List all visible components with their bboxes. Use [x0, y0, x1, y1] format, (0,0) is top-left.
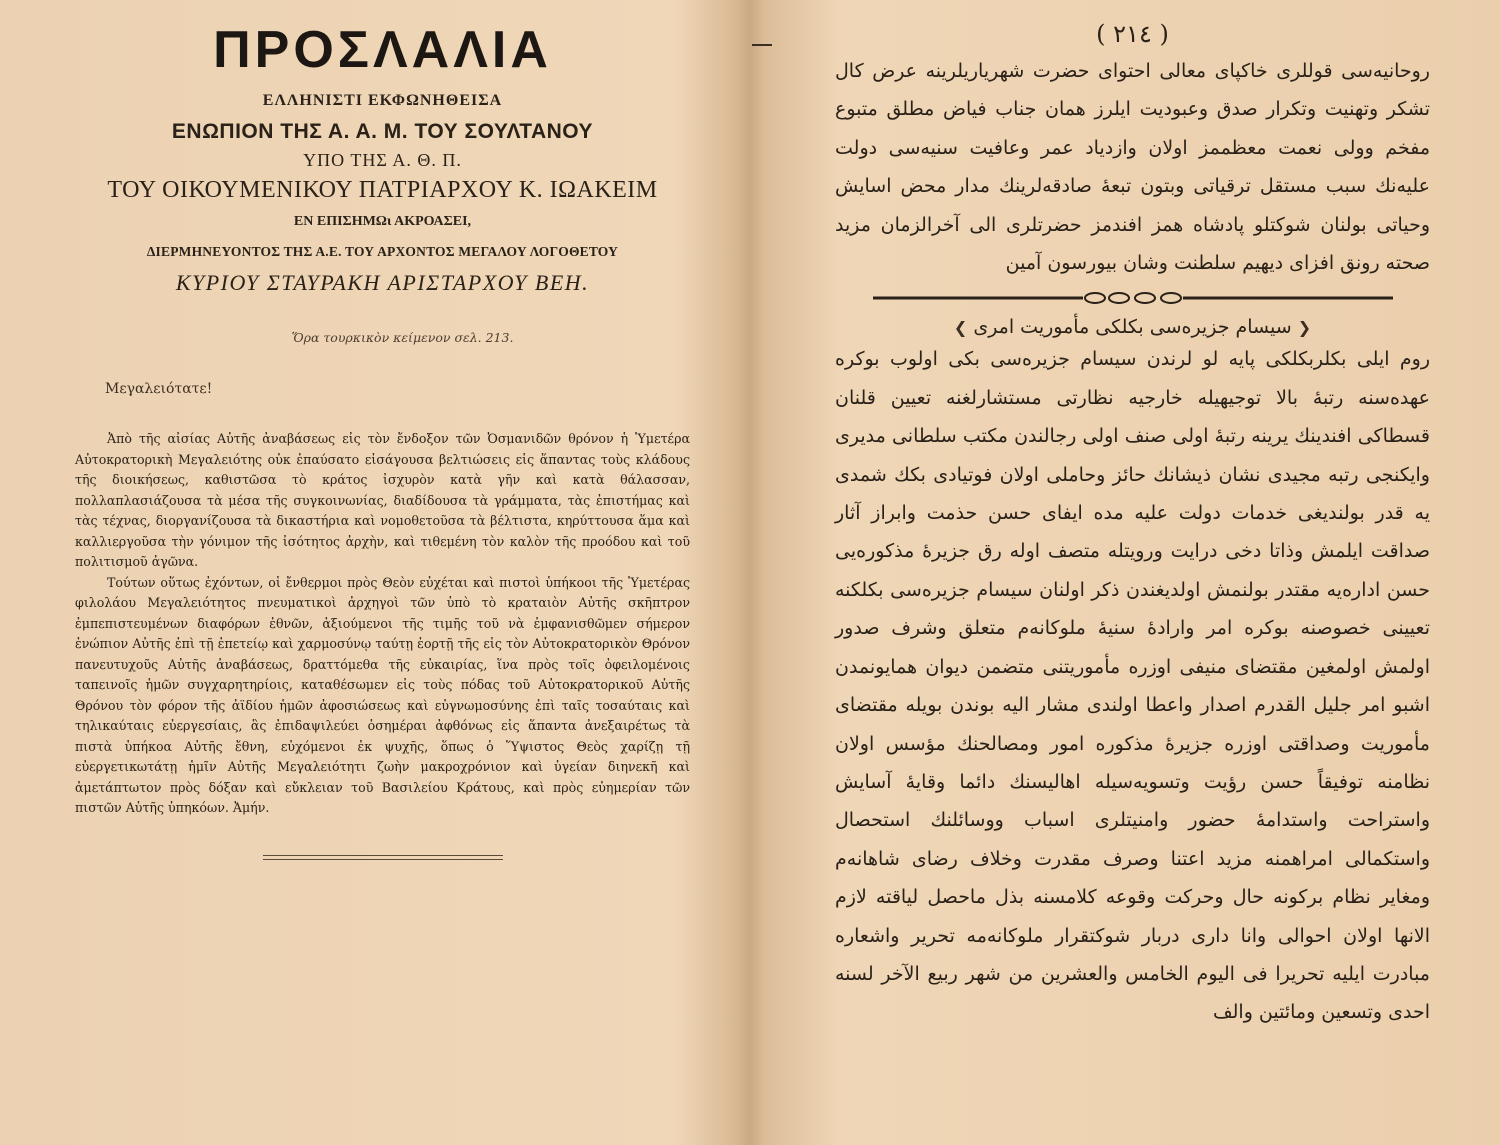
subtitle-1: ΕΛΛΗΝΙΣΤΙ ΕΚΦΩΝΗΘΕΙΣΑ: [262, 92, 503, 109]
greeting: Μεγαλειότατε!: [105, 381, 213, 397]
right-page: [750, 0, 1500, 1145]
top-text: روحانیه‌سی قوللری خاکپای معالی احتوای حضرت شهریاریلرینه عرض کال تشکر وتهنیت وتکرار صدق وعبودیت ایلرز همان جناب فیاض مطلق متبوع مفخم وولی نعمت معظممز اولان وازدیاد عمر وعافیت سنیه‌سی دولت علیه‌نك سبب مستقل ترقیاتی وبتون تبعهٔ صادقه‌لرینك مدار محض اسایش وحیاتی بولنان شوکتلو پادشاه همز افندمز حضرتلری الی آخرالزمان مزید صحته رونق افزای دیهیم سلطنت وشان بیورسون آمین: [835, 60, 1430, 275]
subtitle-7: ΚΥΡΙΟΥ ΣΤΑΥΡΑΚΗ ΑΡΙΣΤΑΡΧΟΥ ΒΕΗ.: [175, 270, 590, 295]
body-text: روم ایلی بکلربکلکی پایه لو لرندن سیسام جزیره‌سی بکی اولوب بوکره عهده‌سنه رتبهٔ بالا توجیهیله خارجیه نظارتی مستشارلغنه تعیین قلنان قسطاکی افندینك یرینه رتبهٔ اولی صنف اولی رجالندن مکتب سلطانی مدیری وایکنجی رتبه مجیدی نشان ذیشانك حائز وحاملی اولان فوتیادی بکك شمدی یه قدر بولندیغی خدمات دولت علیه مده ایفای حسن حذمت وابراز آثار صداقت ایلمش وذاتا دخی درایت ورویتله متصف اوله رق جزیرهٔ مذکوره‌یی حسن اداره‌یه مقتدر بولنمش اولدیغندن ذکر اولنان سیسام جزیره‌سی بکلکنه تعیینی خصوصنه بوکره امر واراده‌ٔ سنیهٔ ملوکانه‌م متعلق وشرف صدور اولمش اولمغین مقتضای منیفی اوزره مأموریتنی متضمن دیوان همایونمدن اشبو امر جلیل القدرم اصدار واعطا اولندی مشار الیه بوندن بویله مقتضای مأموریت وصداقتی اوزره جزیرهٔ مذکوره امور ومصالحنك مؤسس اولان نظامنه توفیقاً حسن رؤیت وتسویه‌سیله اهالیسنك دائما وقایهٔ آسایش واستراحت واستدامهٔ حضور وامنیتلری اسباب ووسائلنك استحصال واستکمالی امراهمنه مزید اعتنا وصرف مقدرت وخلاف رضای شاهانه‌م ومغایر نظام برکونه حال وحرکت وقوعه کلامسنه بذل ماحصل لیاقته لازم الانها اولان احوالی وانا داری دربار شوکتقرار ملوکانه‌مه تحریر واشعاره مبادرت ایلیه تحریرا فی الیوم الخامس والعشرین من شهر ربیع الآخر لسنه احدی وتسعین ومائتین والف: [835, 348, 1430, 1024]
paragraph-2: Τούτων οὕτως ἐχόντων, οἱ ἔνθερμοι πρὸς Θεὸν εὐχέται καὶ πιστοὶ ὑπήκοοι τῆς Ὑμετέρας φιλολάου Μεγαλειότητος πνευματικοὶ ἀρχηγοὶ τῶν ὑπὸ τὸ κραταιὸν Αὐτῆς σκῆπτρον ἐμπεπιστευμένων διαφόρων ἐθνῶν, ἀξιούμενοι τῆς τιμῆς τοῦ νὰ ἐμφανισθῶμεν σήμερον ἐνώπιον Αὐτῆς ἐπὶ τῇ ἐπετείῳ καὶ χαρμοσύνῳ ταύτῃ ἑορτῇ τῆς εἰς τὸν Αὐτοκρατορικὸν Θρόνον πανευτυχοῦς Αὐτῆς ἀναβάσεως, δραττόμεθα τῆς εὐκαιρίας, ἵνα πρὸς τοῖς ὀφειλομένοις ταπεινοῖς ἡμῶν συγχαρητηρίοις, καταθέσωμεν εἰς τοὺς πόδας τοῦ Αὐτοκρατορικοῦ Αὐτῆς Θρόνου τὸν φόρον τῆς ἀϊδίου ἡμῶν ἀφοσιώσεως καὶ εὐγνωμοσύνης ἐπὶ ταῖς τοσαύταις καὶ τηλικαύταις εὐεργεσίαις, ἃς ἐπιδαψιλεύει ὁσημέραι ἀφθόνως εἰς ἅπαντα ἀνεξαιρέτως τὰ πιστὰ ὑπήκοα Αὐτῆς ἔθνη, εὐχόμενοι ἐκ ψυχῆς, ὅπως ὁ Ὕψιστος Θεὸς χαρίζῃ τῇ εὐεργετικωτάτῃ ἡμῖν Αὐτῆς Μεγαλειότητι ζωὴν μακροχρόνιον καὶ ὑγείαν διηνεκῆ καὶ ἀμετάπτωτον πρὸς δόξαν καὶ εὔκλειαν τοῦ Βασιλείου Κράτους, καὶ πρὸς εὐημερίαν τῶν πιστῶν Αὐτῆς ὑπηκόων. Ἀμήν.: [75, 574, 690, 815]
subtitle-6: ΔΙΕΡΜΗΝΕΥΟΝΤΟΣ ΤΗΣ Α.Ε. ΤΟΥ ΑΡΧΟΝΤΟΣ ΜΕΓΑΛΟΥ ΛΟΓΟΘΕΤΟΥ: [146, 244, 619, 259]
paragraph-1: Ἀπὸ τῆς αἰσίας Αὐτῆς ἀναβάσεως εἰς τὸν ἔνδοξον τῶν Ὀσμανιδῶν θρόνον ἡ Ὑμετέρα Αὐτοκρατορικὴ Μεγαλειότης οὐκ ἐπαύσατο εἰσάγουσα βελτιώσεις εἰς ἅπαντας τοὺς κλάδους τῆς διοικήσεως, καθιστῶσα τὸ κράτος ἰσχυρὸν κατὰ γῆν καὶ κατὰ θάλασσαν, πολλαπλασιάζουσα τὰ μέσα τῆς συγκοινωνίας, διαδίδουσα τὰ γράμματα, τὰς ἐπιστήμας καὶ τὰς τέχνας, διοργανίζουσα τὰ δικαστήρια καὶ νομοθετοῦσα τὰ βέλτιστα, κηρύττουσα ἅμα καὶ καλλιεργοῦσα τὴν γόνιμον τῆς ἰσότητος ἀρχὴν, καὶ τιθεμένη τὸν καλὸν τῆς προόδου καὶ τοῦ πολιτισμοῦ ἀγῶνα.: [75, 431, 690, 569]
ornament-left-icon: ❯: [953, 318, 968, 338]
subtitle-4: ΤΟΥ ΟΙΚΟΥΜΕΝΙΚΟΥ ΠΑΤΡΙΑΡΧΟΥ Κ. ΙΩΑΚΕΙΜ: [107, 177, 658, 203]
ornament-right-icon: ❮: [1297, 318, 1312, 338]
end-rule: [263, 855, 503, 860]
page-title: ΠΡΟΣΛΑΛΙΑ: [213, 21, 552, 79]
ornamental-divider: [873, 290, 1393, 306]
subtitle-2: ΕΝΩΠΙΟΝ ΤΗΣ Α. Α. Μ. ΤΟΥ ΣΟΥΛΤΑΝΟΥ: [171, 120, 594, 143]
page-number: ( ٢١٤ ): [1096, 20, 1169, 48]
section-heading-text: سیسام جزیره‌سی بکلکی مأموریت امری: [973, 316, 1292, 339]
reference-note: Ὅρα τουρκικὸν κείμενον σελ. 213.: [291, 330, 514, 345]
subtitle-3: ΥΠΟ ΤΗΣ Α. Θ. Π.: [303, 150, 462, 170]
subtitle-5: ΕΝ ΕΠΙΣΗΜΩι ΑΚΡΟΑΣΕΙ,: [293, 214, 472, 229]
section-heading: [835, 316, 1430, 338]
